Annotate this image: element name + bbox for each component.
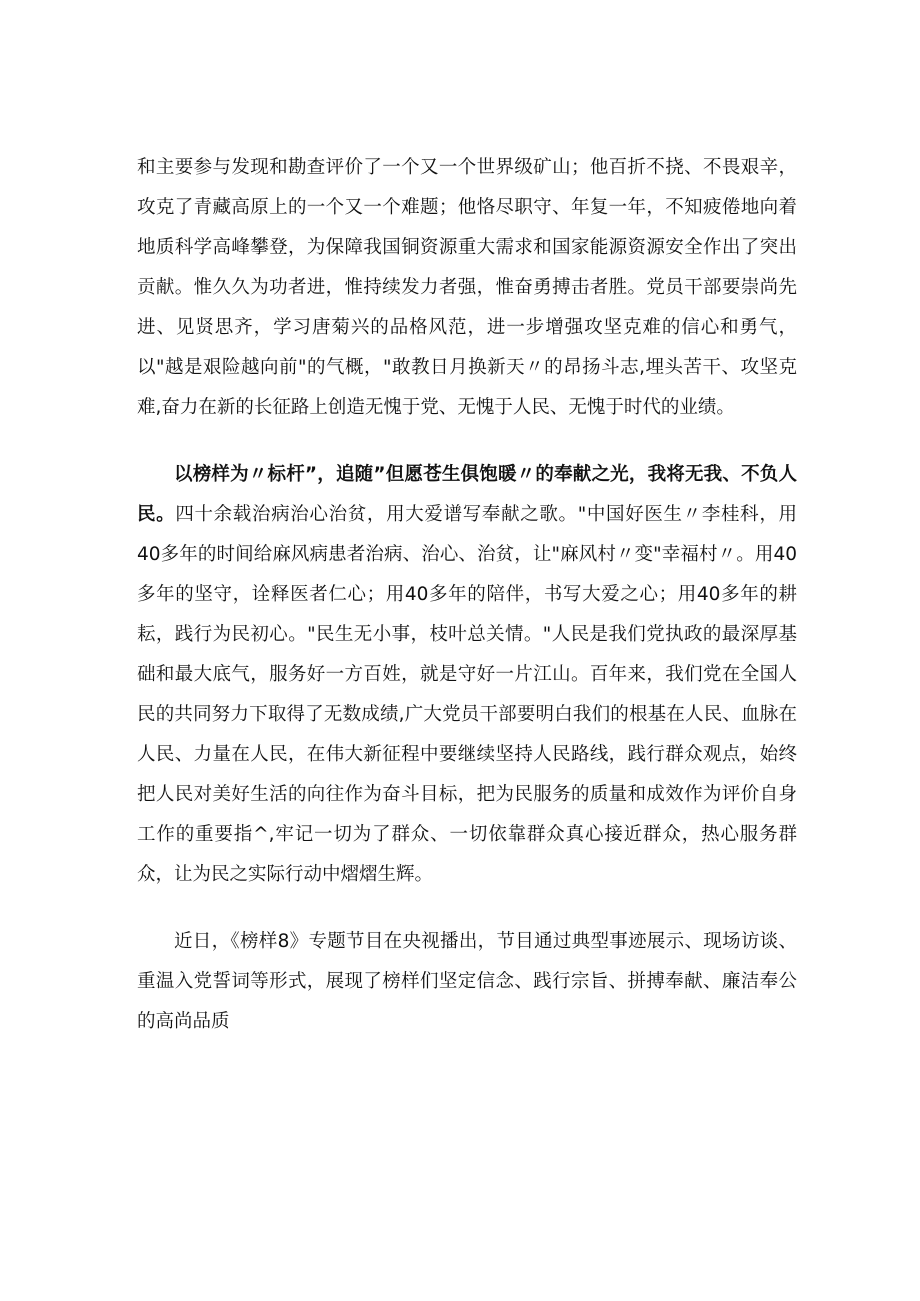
paragraph-gap <box>137 895 797 922</box>
paragraph-2 <box>137 455 797 895</box>
paragraph-gap <box>137 428 797 455</box>
paragraph-2-text: 四十余载治病治心治贫，用大爱谱写奉献之歌。"中国好医生〃李桂科，用40多年的时间给麻风病患者治病、治心、治贫，让"麻风村〃变"幸福村〃。用40多年的坚守，诠释医者仁心；用40多年的陪伴，书写大爱之心；用40多年的耕耘，践行为民初心。"民生无小事，枝叶总关情。"人民是我们党执政的最深厚基础和最大底气，服务好一方百姓，就是守好一片江山。百年来，我们党在全国人民的共同努力下取得了无数成绩,广大党员干部要明白我们的根基在人民、血脉在人民、力量在人民，在伟大新征程中要继续坚持人民路线，践行群众观点，始终把人民对美好生活的向往作为奋斗目标，把为民服务的质量和成效作为评价自身工作的重要指^,牢记一切为了群众、一切依靠群众真心接近群众，热心服务群众，让为民之实际行动中熠熠生辉。 <box>137 504 797 885</box>
paragraph-3 <box>137 922 797 1042</box>
paragraph-3-text: 近日，《榜样8》专题节目在央视播出，节目通过典型事迹展示、现场访谈、重温入党誓词等形式，展现了榜样们坚定信念、践行宗旨、拼搏奉献、廉洁奉公的高尚品质 <box>137 931 797 1032</box>
paragraph-2-lead-sentence: 以榜样为〃标杆”，追随”但愿苍生俱饱暖〃的奉献之光，我将无我、不负人民。 <box>137 464 797 525</box>
document-body <box>137 148 797 1042</box>
paragraph-1-text: 和主要参与发现和勘查评价了一个又一个世界级矿山；他百折不挠、不畏艰辛，攻克了青藏高原上的一个又一个难题；他恪尽职守、年复一年，不知疲倦地向着地质科学高峰攀登，为保障我国铜资源重大需求和国家能源资源安全作出了突出贡献。惟久久为功者进，惟持续发力者强，惟奋勇搏击者胜。党员干部要崇尚先进、见贤思齐，学习唐菊兴的品格风范，进一步增强攻坚克难的信心和勇气，以"越是艰险越向前"的气概，"敢教日月换新天〃的昂扬斗志,埋头苦干、攻坚克难,奋力在新的长征路上创造无愧于党、无愧于人民、无愧于时代的业绩。 <box>137 157 797 418</box>
paragraph-1 <box>137 148 797 428</box>
